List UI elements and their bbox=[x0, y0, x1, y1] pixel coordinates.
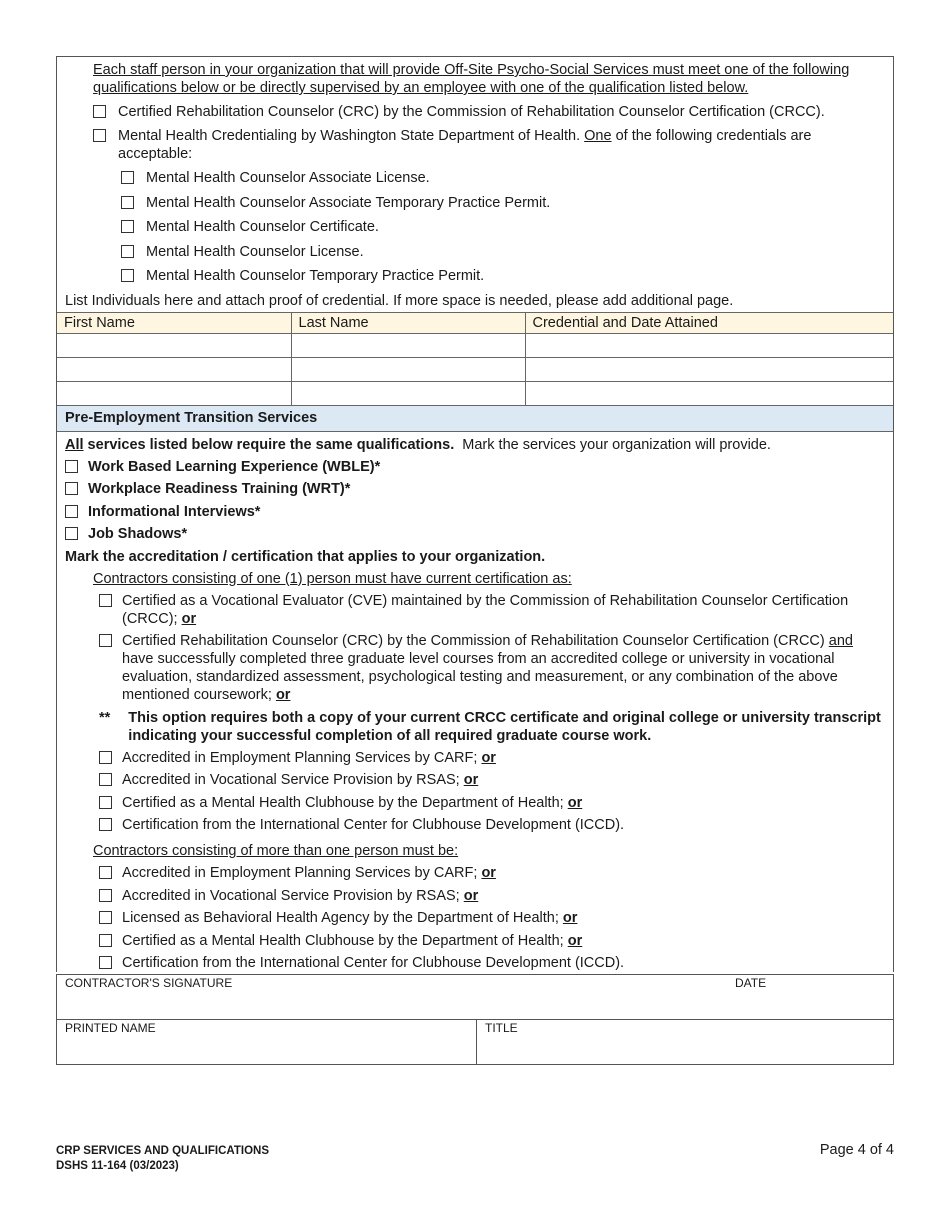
checkbox-crc[interactable] bbox=[93, 105, 106, 118]
checkbox-cve[interactable] bbox=[99, 594, 112, 607]
contractor-signature-field[interactable] bbox=[57, 975, 893, 1019]
checkbox-mhc-license[interactable] bbox=[121, 245, 134, 258]
checkbox-mhc-associate-temp-permit[interactable] bbox=[121, 196, 134, 209]
checkbox-iccd[interactable] bbox=[99, 818, 112, 831]
sub-option-label: Mental Health Counselor License. bbox=[146, 243, 364, 260]
service-option bbox=[65, 458, 885, 476]
sub-option-label: Mental Health Counselor Associate License. bbox=[146, 170, 430, 186]
sub-option-label: Mental Health Counselor Temporary Practice Permit. bbox=[146, 268, 485, 284]
lead-bold: services listed below require the same qualifications. bbox=[83, 436, 455, 453]
service-option bbox=[65, 525, 885, 543]
checkbox-mh-credentialing[interactable] bbox=[93, 129, 106, 142]
sub-option bbox=[121, 169, 885, 187]
checkbox-multi-iccd[interactable] bbox=[99, 956, 112, 969]
accreditation-option bbox=[99, 632, 885, 704]
accreditation-option bbox=[99, 909, 885, 927]
sub-option-label: Mental Health Counselor Associate Temporary Practice Permit. bbox=[146, 194, 551, 211]
service-label: Work Based Learning Experience (WBLE)* bbox=[88, 458, 381, 475]
mh-label-one: One bbox=[584, 128, 612, 144]
checkbox-carf[interactable] bbox=[99, 751, 112, 764]
pre-ets-services bbox=[57, 432, 893, 566]
checkbox-crc-graduate[interactable] bbox=[99, 634, 112, 647]
accreditation-option bbox=[99, 864, 885, 882]
accreditation-option bbox=[99, 771, 885, 789]
accreditation-label bbox=[122, 887, 478, 905]
note-stars: ** bbox=[99, 709, 111, 726]
or-text: or bbox=[275, 687, 291, 703]
option-crc bbox=[93, 103, 885, 121]
offsite-intro bbox=[57, 57, 893, 97]
lead-rest: Mark the services your organization will provide. bbox=[454, 436, 771, 453]
opt-text: Accredited in Vocational Service Provision by RSAS; bbox=[122, 887, 464, 904]
checkbox-multi-rsas[interactable] bbox=[99, 889, 112, 902]
credential-field[interactable] bbox=[525, 357, 893, 381]
option-crc-label: Certified Rehabilitation Counselor (CRC) by the Commission of Rehabilitation Counselor Certification (CRCC). bbox=[118, 104, 825, 120]
qualifications-frame bbox=[56, 56, 894, 972]
credential-field[interactable] bbox=[525, 381, 893, 405]
opt-text: Accredited in Employment Planning Services by CARF; bbox=[122, 865, 482, 881]
opt-text: Certified Rehabilitation Counselor (CRC) by the Commission of Rehabilitation Counselor Certification (CRCC) bbox=[122, 633, 829, 649]
accreditation-option bbox=[99, 932, 885, 950]
accreditation-option bbox=[99, 592, 885, 628]
or-text: or bbox=[481, 865, 496, 881]
offsite-intro-line2: qualifications below or be directly supervised by an employee with one of the qualification listed below. bbox=[93, 80, 749, 96]
mh-label-pre: Mental Health Credentialing by Washington State Department of Health. bbox=[118, 128, 585, 144]
accreditation-option bbox=[99, 794, 885, 812]
option-mh-credentialing bbox=[93, 127, 885, 163]
lead-all: All bbox=[65, 436, 84, 453]
sub-option bbox=[121, 267, 885, 285]
column-last-name: Last Name bbox=[291, 312, 525, 333]
title-label: TITLE bbox=[485, 1021, 518, 1035]
credential-field[interactable] bbox=[525, 333, 893, 357]
offsite-intro-line1: Each staff person in your organization that will provide Off-Site Psycho-Social Services must meet one of the following bbox=[93, 62, 850, 78]
table-row bbox=[57, 357, 893, 381]
accreditation-label bbox=[122, 864, 496, 882]
accreditation-option bbox=[99, 887, 885, 905]
or-text: or bbox=[481, 749, 496, 766]
sub-option bbox=[121, 218, 885, 236]
page-number: Page 4 of 4 bbox=[819, 1142, 894, 1158]
accreditation-label bbox=[122, 592, 885, 628]
checkbox-rsas[interactable] bbox=[99, 773, 112, 786]
individuals-table bbox=[57, 312, 893, 406]
service-label: Workplace Readiness Training (WRT)* bbox=[88, 481, 351, 497]
service-label: Job Shadows* bbox=[88, 526, 188, 542]
accreditation-label bbox=[122, 954, 624, 972]
table-row bbox=[57, 333, 893, 357]
opt-text: Certified as a Mental Health Clubhouse by the Department of Health; bbox=[122, 794, 568, 811]
and-text: and bbox=[828, 633, 853, 649]
form-page bbox=[56, 56, 894, 1065]
checkbox-multi-clubhouse[interactable] bbox=[99, 934, 112, 947]
list-individuals-note: List Individuals here and attach proof of credential. If more space is needed, please add additional page. bbox=[65, 292, 734, 309]
checkbox-mh-clubhouse[interactable] bbox=[99, 796, 112, 809]
accreditation-option bbox=[99, 816, 885, 834]
sub-option-label: Mental Health Counselor Certificate. bbox=[146, 219, 379, 235]
mh-label-post: of the following credentials are acceptable: bbox=[118, 128, 812, 162]
column-credential-date: Credential and Date Attained bbox=[525, 312, 893, 333]
section-title-pre-ets: Pre-Employment Transition Services bbox=[57, 406, 893, 432]
first-name-field[interactable] bbox=[57, 357, 291, 381]
checkbox-wrt[interactable] bbox=[65, 482, 78, 495]
accreditation-heading: Mark the accreditation / certification that applies to your organization. bbox=[65, 548, 546, 565]
service-option bbox=[65, 480, 885, 498]
table-header-row bbox=[57, 312, 893, 333]
opt-text: Licensed as Behavioral Health Agency by the Department of Health; bbox=[122, 910, 563, 926]
accreditation-label bbox=[122, 816, 624, 834]
footer-form-number: DSHS 11-164 (03/2023) bbox=[56, 1160, 179, 1172]
footer-form-title: CRP SERVICES AND QUALIFICATIONS bbox=[56, 1145, 269, 1157]
offsite-options bbox=[57, 97, 893, 163]
opt-text: Accredited in Vocational Service Provision by RSAS; bbox=[122, 772, 464, 788]
option-mh-credentialing-label bbox=[118, 127, 885, 163]
opt-text: Certification from the International Center for Clubhouse Development (ICCD). bbox=[122, 817, 625, 833]
sub-option bbox=[121, 194, 885, 212]
opt-text: Accredited in Employment Planning Services by CARF; bbox=[122, 749, 482, 766]
checkbox-informational-interviews[interactable] bbox=[65, 505, 78, 518]
service-option bbox=[65, 503, 885, 521]
accreditation-label bbox=[122, 909, 577, 927]
accreditation-section bbox=[57, 570, 893, 973]
accreditation-label bbox=[122, 632, 885, 704]
opt-text: Certified as a Mental Health Clubhouse by the Department of Health; bbox=[122, 932, 568, 949]
accreditation-option bbox=[99, 749, 885, 767]
signature-row bbox=[57, 975, 893, 1019]
footer-form-info bbox=[56, 1144, 269, 1174]
date-label: DATE bbox=[735, 976, 767, 990]
accreditation-option bbox=[99, 954, 885, 972]
sub-option bbox=[121, 243, 885, 261]
checkbox-multi-carf[interactable] bbox=[99, 866, 112, 879]
or-text: or bbox=[181, 610, 197, 627]
column-first-name: First Name bbox=[57, 312, 291, 333]
accreditation-label bbox=[122, 749, 496, 767]
multi-person-subhead: Contractors consisting of more than one person must be: bbox=[93, 843, 459, 859]
or-text: or bbox=[567, 932, 583, 949]
table-row bbox=[57, 381, 893, 405]
or-text: or bbox=[562, 910, 578, 926]
contractor-signature-label: CONTRACTOR'S SIGNATURE bbox=[65, 976, 233, 990]
accreditation-label bbox=[122, 771, 478, 789]
checkbox-wble[interactable] bbox=[65, 460, 78, 473]
checkbox-mhc-certificate[interactable] bbox=[121, 220, 134, 233]
service-label: Informational Interviews* bbox=[88, 503, 261, 520]
first-name-field[interactable] bbox=[57, 381, 291, 405]
checkbox-job-shadows[interactable] bbox=[65, 527, 78, 540]
accreditation-label bbox=[122, 932, 582, 950]
opt-text: have successfully completed three graduate level courses from an accredited college or university in vocational evaluation, standardized assessment, psychological testing and measurement, or any combination of the above mentioned coursework; bbox=[122, 651, 838, 703]
first-name-field[interactable] bbox=[57, 333, 291, 357]
accreditation-label bbox=[122, 794, 582, 812]
one-person-options bbox=[65, 592, 885, 705]
one-person-more-options bbox=[65, 749, 885, 835]
printed-name-field[interactable] bbox=[57, 1020, 476, 1064]
opt-text: Certified as a Vocational Evaluator (CVE) maintained by the Commission of Rehabilitation Counselor Certification (CRCC); bbox=[122, 592, 849, 627]
last-name-field[interactable] bbox=[291, 333, 525, 357]
name-title-row bbox=[57, 1019, 893, 1064]
printed-name-label: PRINTED NAME bbox=[65, 1021, 156, 1035]
checkbox-mhc-temp-permit[interactable] bbox=[121, 269, 134, 282]
last-name-field[interactable] bbox=[291, 357, 525, 381]
one-person-subhead: Contractors consisting of one (1) person must have current certification as: bbox=[93, 570, 572, 587]
or-text: or bbox=[463, 887, 479, 904]
crcc-note bbox=[65, 709, 885, 745]
note-text: This option requires both a copy of your current CRCC certificate and original college or university transcript indicating your successful completion of all required graduate course work. bbox=[128, 709, 881, 744]
title-field[interactable] bbox=[476, 1020, 893, 1064]
signature-block bbox=[56, 974, 894, 1065]
or-text: or bbox=[463, 772, 479, 788]
checkbox-mhc-associate-license[interactable] bbox=[121, 171, 134, 184]
checkbox-multi-bha[interactable] bbox=[99, 911, 112, 924]
mh-sub-options bbox=[57, 169, 893, 285]
multi-person-options bbox=[65, 864, 885, 972]
last-name-field[interactable] bbox=[291, 381, 525, 405]
opt-text: Certification from the International Center for Clubhouse Development (ICCD). bbox=[122, 955, 625, 971]
or-text: or bbox=[567, 794, 583, 811]
services-lead bbox=[65, 436, 885, 454]
